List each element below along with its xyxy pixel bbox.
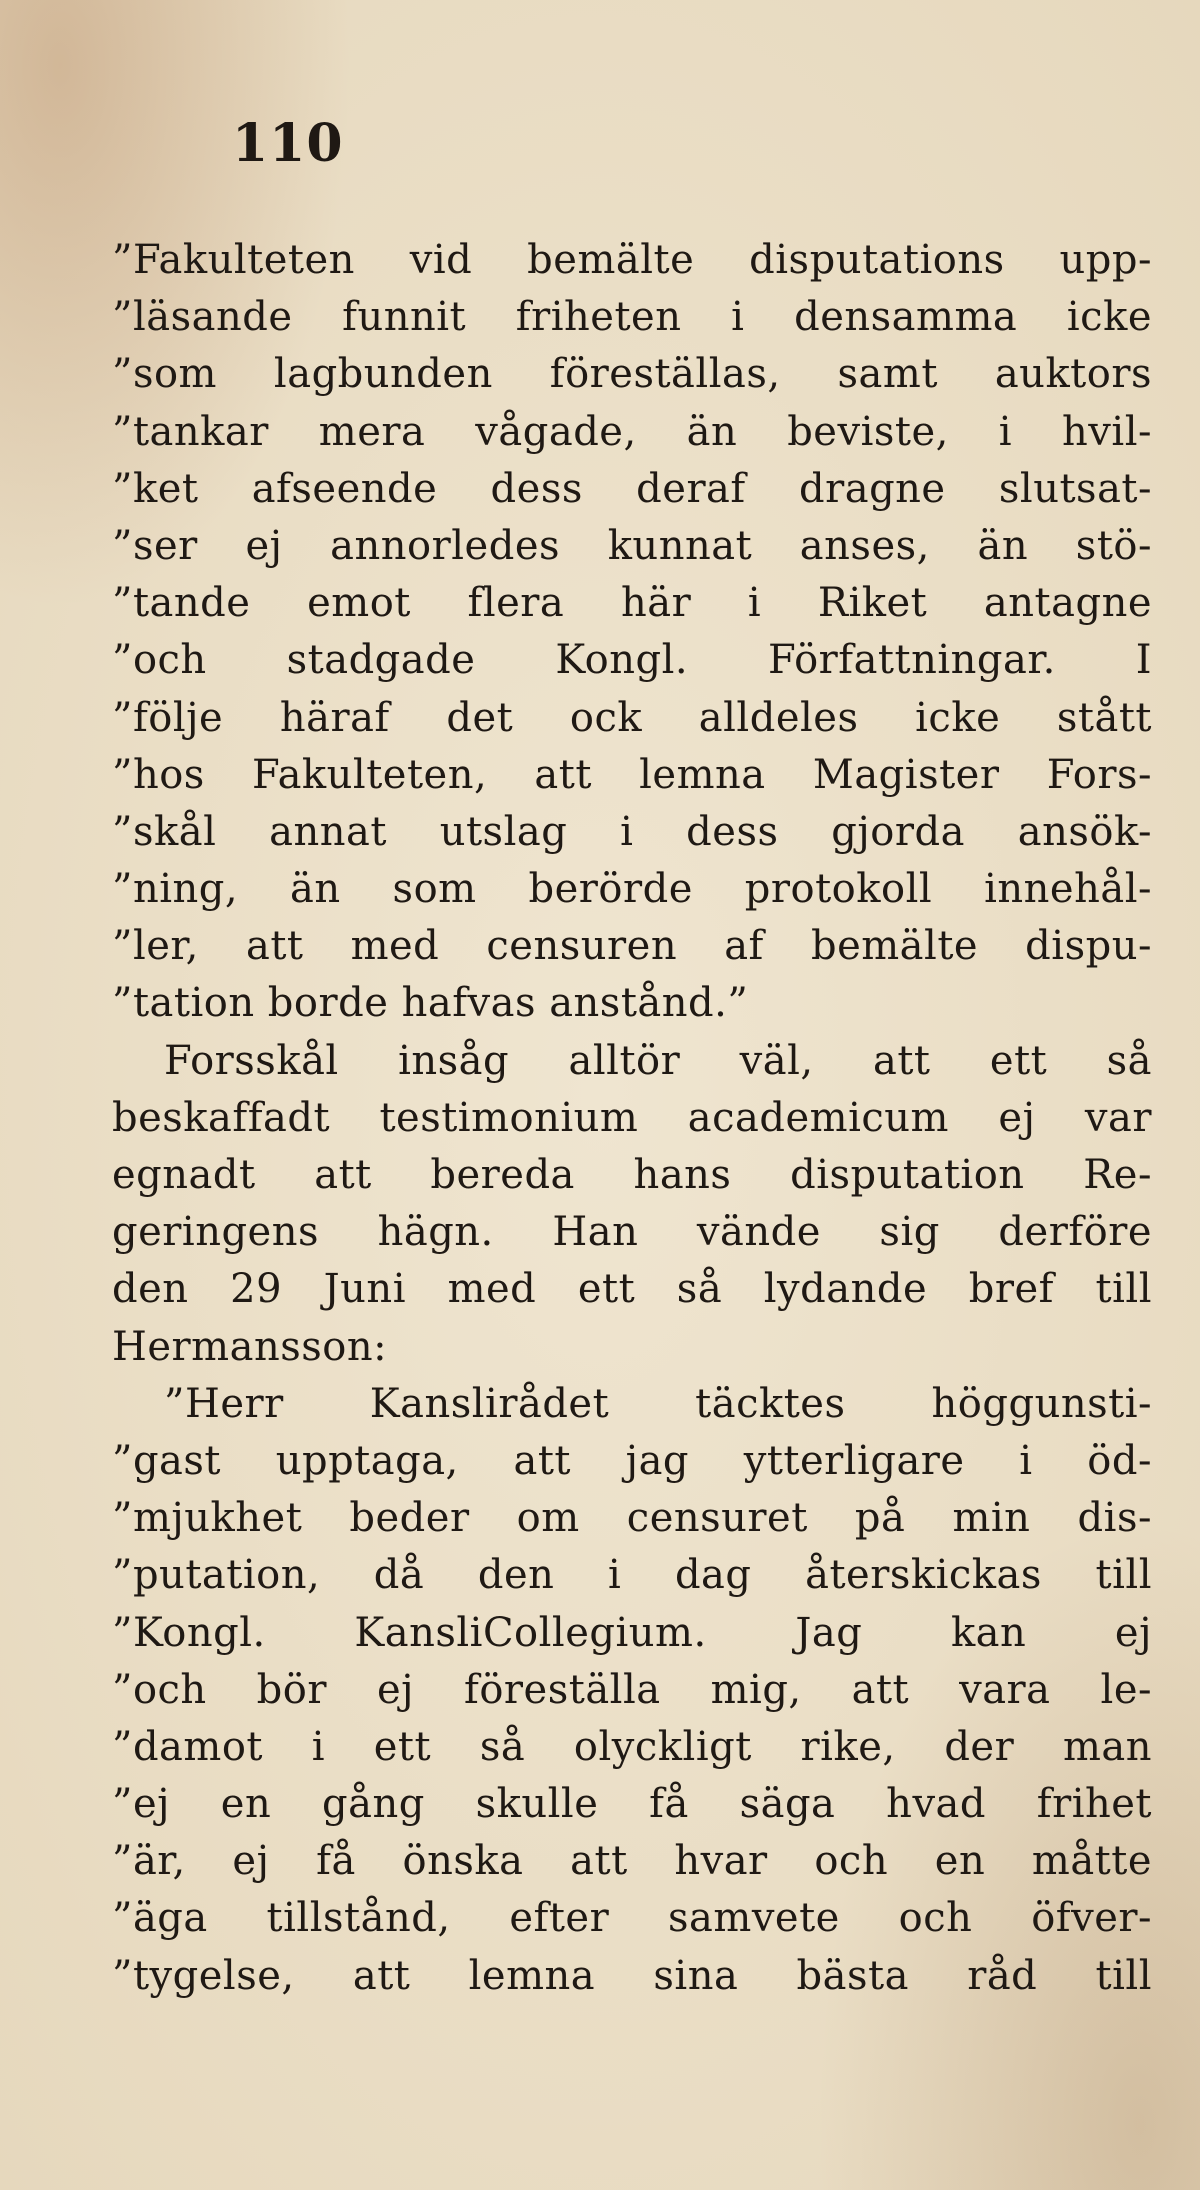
text-line: ”Kongl. KansliCollegium. Jag kan ej bbox=[112, 1609, 1152, 1656]
text-line: ”som lagbunden föreställas, samt auktors bbox=[112, 351, 1152, 398]
text-line: ”ning, än som berörde protokoll innehål- bbox=[112, 866, 1152, 913]
text-line: ”och bör ej föreställa mig, att vara le- bbox=[112, 1666, 1152, 1713]
text-line: Hermansson: bbox=[112, 1323, 388, 1370]
text-line: den 29 Juni med ett så lydande bref till bbox=[112, 1266, 1152, 1313]
text-line: ”läsande funnit friheten i densamma icke bbox=[112, 294, 1152, 341]
text-line: ”ler, att med censuren af bemälte dispu- bbox=[112, 923, 1152, 970]
text-line: ”mjukhet beder om censuret på min dis- bbox=[112, 1495, 1152, 1542]
text-line: ”damot i ett så olyckligt rike, der man bbox=[112, 1723, 1152, 1770]
text-line: ”Fakulteten vid bemälte disputations upp- bbox=[112, 237, 1152, 283]
text-line: ”tygelse, att lemna sina bästa råd till bbox=[112, 1952, 1152, 1999]
body-text bbox=[112, 232, 1152, 2005]
text-line: ”putation, då den i dag återskickas till bbox=[112, 1552, 1152, 1599]
text-line: ”ej en gång skulle få säga hvad frihet bbox=[112, 1781, 1152, 1828]
text-line: geringens hägn. Han vände sig derföre bbox=[112, 1209, 1152, 1256]
text-line: ”tande emot flera här i Riket antagne bbox=[112, 580, 1152, 627]
text-line: beskaffadt testimonium academicum ej var bbox=[112, 1094, 1152, 1141]
text-line: ”tankar mera vågade, än beviste, i hvil- bbox=[112, 408, 1152, 455]
text-line: Forsskål insåg alltör väl, att ett så bbox=[164, 1037, 1152, 1084]
text-line: ”hos Fakulteten, att lemna Magister Fors- bbox=[112, 751, 1152, 798]
text-line: ”ser ej annorledes kunnat anses, än stö- bbox=[112, 522, 1152, 569]
page-number: 110 bbox=[232, 113, 344, 174]
text-line: ”skål annat utslag i dess gjorda ansök- bbox=[112, 808, 1152, 855]
text-line: ”Herr Kanslirådet täcktes höggunsti- bbox=[164, 1380, 1152, 1427]
text-line: ”gast upptaga, att jag ytterligare i öd- bbox=[112, 1437, 1152, 1484]
text-line: ”och stadgade Kongl. Författningar. I bbox=[112, 637, 1152, 684]
text-line: ”följe häraf det ock alldeles icke stått bbox=[112, 694, 1152, 741]
text-line: ”är, ej få önska att hvar och en måtte bbox=[112, 1838, 1152, 1885]
text-line: egnadt att bereda hans disputation Re- bbox=[112, 1152, 1152, 1198]
text-line: ”äga tillstånd, efter samvete och öfver- bbox=[112, 1895, 1152, 1942]
text-line: ”tation borde hafvas anstånd.” bbox=[112, 980, 749, 1027]
text-line: ”ket afseende dess deraf dragne slutsat- bbox=[112, 465, 1152, 512]
